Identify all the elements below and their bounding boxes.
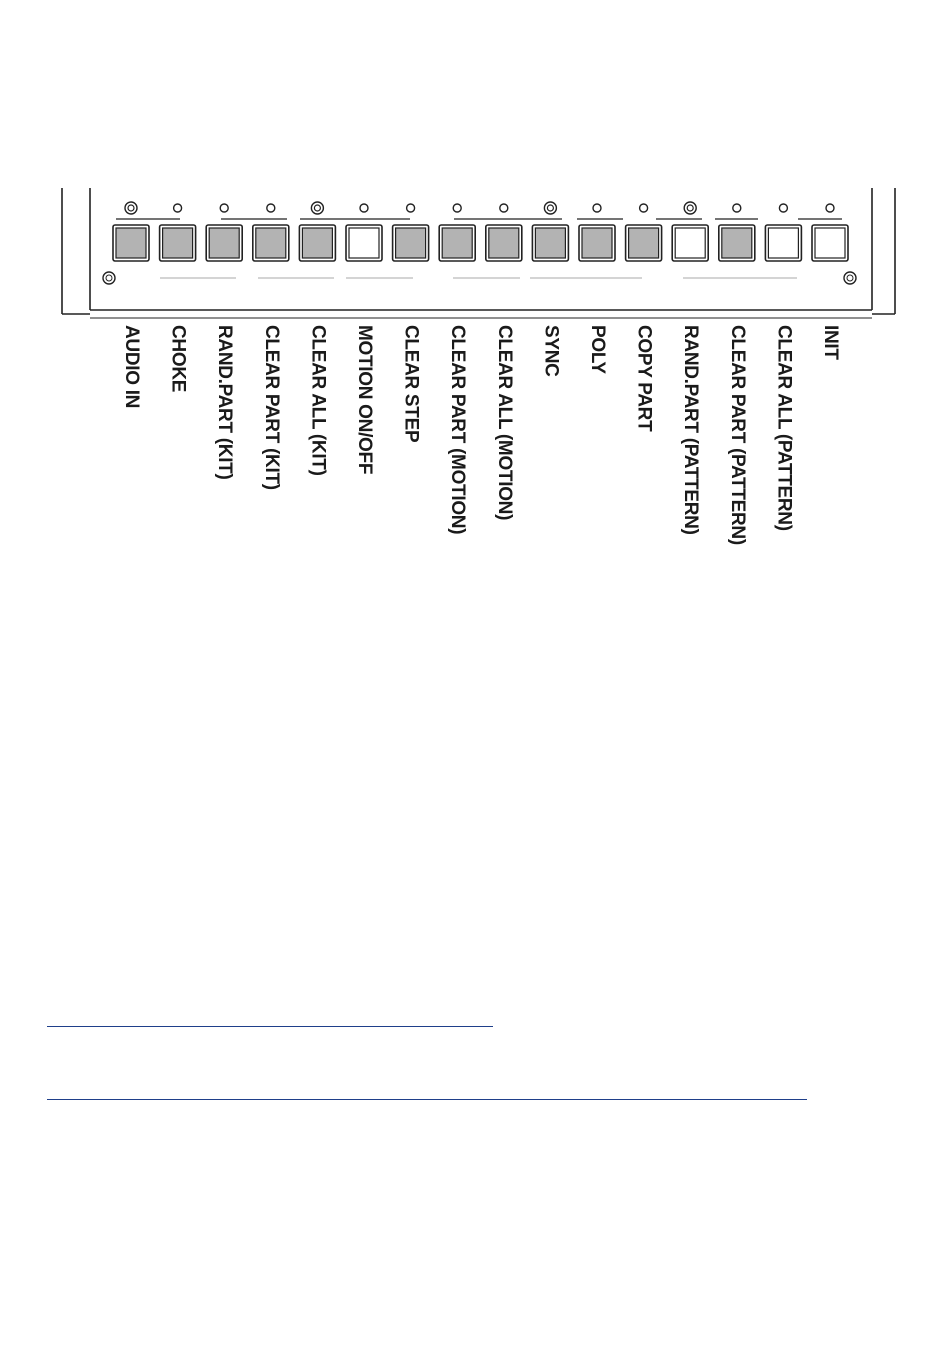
button-label-rand-part-pattern: RAND.PART (PATTERN)	[680, 325, 702, 535]
step-button-clear-part-pattern[interactable]	[719, 225, 755, 261]
button-label-init: INIT	[820, 325, 841, 360]
step-button-clear-all-kit[interactable]	[299, 225, 335, 261]
footer-rule-short	[47, 1026, 493, 1027]
button-label-motion-on-off: MOTION ON/OFF	[354, 325, 375, 475]
led-indicator	[684, 202, 696, 214]
led-indicator	[407, 204, 415, 212]
step-button-poly[interactable]	[579, 225, 615, 261]
button-label-clear-all-motion: CLEAR ALL (MOTION)	[493, 325, 515, 521]
button-label-choke: CHOKE	[167, 325, 189, 393]
step-button-clear-part-kit[interactable]	[253, 225, 289, 261]
step-button-clear-part-motion[interactable]	[439, 225, 475, 261]
step-button-audio-in[interactable]	[113, 225, 149, 261]
button-label-rand-part-kit: RAND.PART (KIT)	[214, 325, 236, 480]
step-button-row	[113, 225, 848, 261]
button-label-clear-all-kit: CLEAR ALL (KIT)	[307, 325, 329, 476]
led-indicator	[640, 204, 648, 212]
step-button-rand-part-kit[interactable]	[206, 225, 242, 261]
step-button-choke[interactable]	[160, 225, 196, 261]
led-indicator	[125, 202, 137, 214]
step-button-clear-all-pattern[interactable]	[765, 225, 801, 261]
button-label-poly: POLY	[587, 325, 608, 374]
led-indicator	[779, 204, 787, 212]
panel-screw-right	[844, 272, 856, 284]
panel-screw-left	[103, 272, 115, 284]
led-indicator	[267, 204, 275, 212]
led-indicator	[500, 204, 508, 212]
led-indicator	[311, 202, 323, 214]
button-label-audio-in: AUDIO IN	[121, 325, 142, 409]
step-button-copy-part[interactable]	[626, 225, 662, 261]
step-button-sync[interactable]	[532, 225, 568, 261]
step-button-motion-on-off[interactable]	[346, 225, 382, 261]
step-button-clear-step[interactable]	[393, 225, 429, 261]
step-button-rand-part-pattern[interactable]	[672, 225, 708, 261]
led-indicator	[360, 204, 368, 212]
step-button-init[interactable]	[812, 225, 848, 261]
sequencer-panel-diagram	[0, 0, 950, 330]
led-row	[125, 202, 834, 214]
led-indicator	[174, 204, 182, 212]
button-label-clear-all-pattern: CLEAR ALL (PATTERN)	[773, 325, 795, 531]
button-label-clear-part-pattern: CLEAR PART (PATTERN)	[726, 325, 748, 545]
button-label-clear-part-motion: CLEAR PART (MOTION)	[447, 325, 469, 535]
button-label-clear-part-kit: CLEAR PART (KIT)	[260, 325, 282, 490]
button-label-sync: SYNC	[540, 325, 562, 377]
led-indicator	[220, 204, 228, 212]
led-indicator	[453, 204, 461, 212]
led-indicator	[544, 202, 556, 214]
footer-rule-long	[47, 1099, 807, 1100]
button-label-clear-step: CLEAR STEP	[400, 325, 422, 443]
button-label-copy-part: COPY PART	[633, 325, 655, 432]
led-indicator	[593, 204, 601, 212]
step-button-clear-all-motion[interactable]	[486, 225, 522, 261]
led-indicator	[826, 204, 834, 212]
led-indicator	[733, 204, 741, 212]
